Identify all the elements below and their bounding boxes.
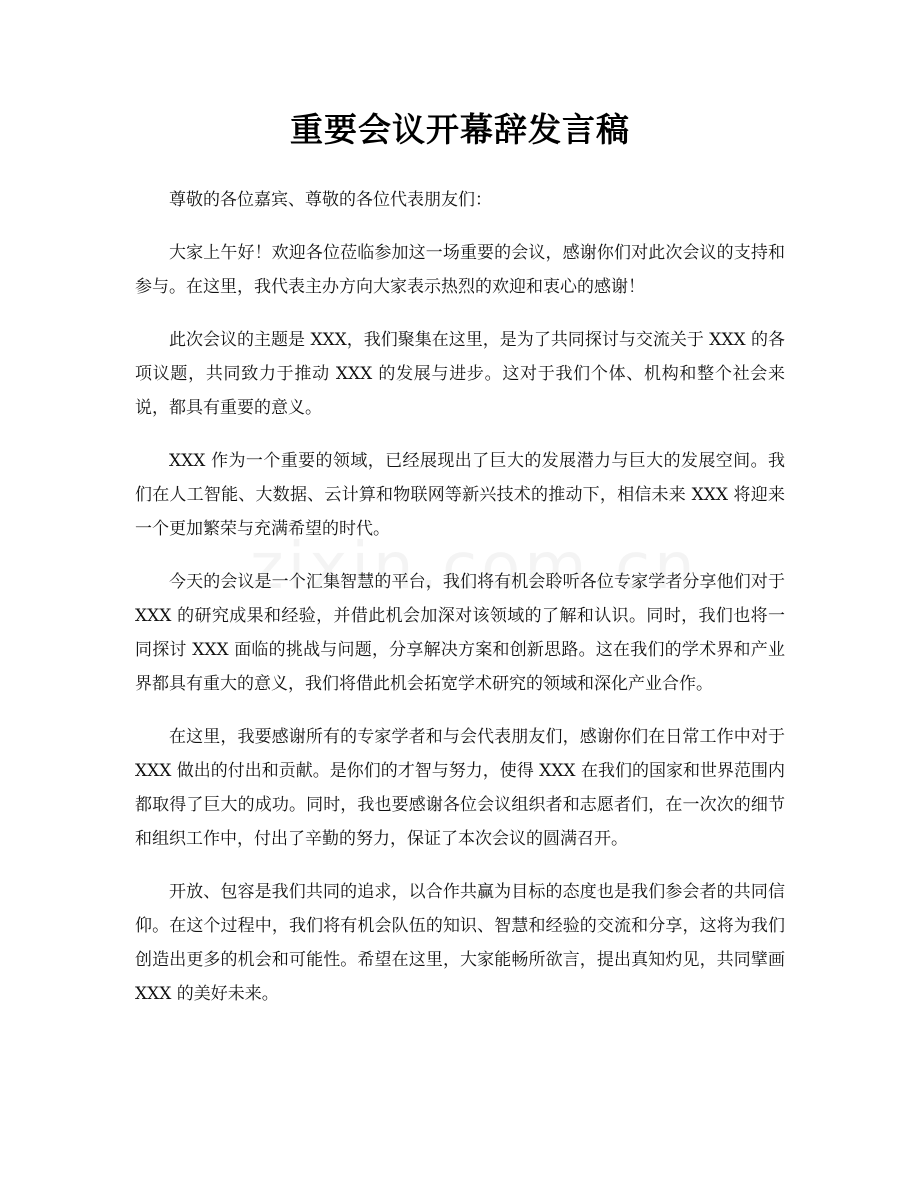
welcome-paragraph: 大家上午好！欢迎各位莅临参加这一场重要的会议，感谢你们对此次会议的支持和参与。在这里，我代表主办方向大家表示热烈的欢迎和衷心的感谢！	[135, 243, 785, 297]
closing-paragraph: 开放、包容是我们共同的追求，以合作共赢为目标的态度也是我们参会者的共同信仰。在这个过程中，我们将有机会队伍的知识、智慧和经验的交流和分享，这将为我们创造出更多的机会和可能性。希望在这里，大家能畅所欲言，提出真知灼见，共同擘画 XXX 的美好未来。	[135, 882, 785, 1004]
thanks-paragraph: 在这里，我要感谢所有的专家学者和与会代表朋友们，感谢你们在日常工作中对于 XXX 做出的付出和贡献。是你们的才智与努力，使得 XXX 在我们的国家和世界范围内都取得了巨大的成功。同时，我也要感谢各位会议组织者和志愿者们，在一次次的细节和组织工作中，付出了辛勤的努力，保证了本次会议的圆满召开。	[135, 727, 785, 849]
salutation-paragraph: 尊敬的各位嘉宾、尊敬的各位代表朋友们：	[169, 190, 492, 210]
page-title: 重要会议开幕辞发言稿	[290, 110, 630, 149]
platform-paragraph: 今天的会议是一个汇集智慧的平台，我们将有机会聆听各位专家学者分享他们对于 XXX 的研究成果和经验，并借此机会加深对该领域的了解和认识。同时，我们也将一同探讨 XXX 面临的挑战与问题，分享解决方案和创新思路。这在我们的学术界和产业界都具有重大的意义，我们将借此机会拓宽学术研究的领域和深化产业合作。	[135, 572, 785, 694]
field-paragraph: XXX 作为一个重要的领域，已经展现出了巨大的发展潜力与巨大的发展空间。我们在人工智能、大数据、云计算和物联网等新兴技术的推动下，相信未来 XXX 将迎来一个更加繁荣与充满希望的时代。	[135, 451, 785, 539]
theme-paragraph: 此次会议的主题是 XXX，我们聚集在这里，是为了共同探讨与交流关于 XXX 的各项议题，共同致力于推动 XXX 的发展与进步。这对于我们个体、机构和整个社会来说，都具有重要的意义。	[135, 330, 785, 418]
document-body	[135, 183, 785, 1030]
